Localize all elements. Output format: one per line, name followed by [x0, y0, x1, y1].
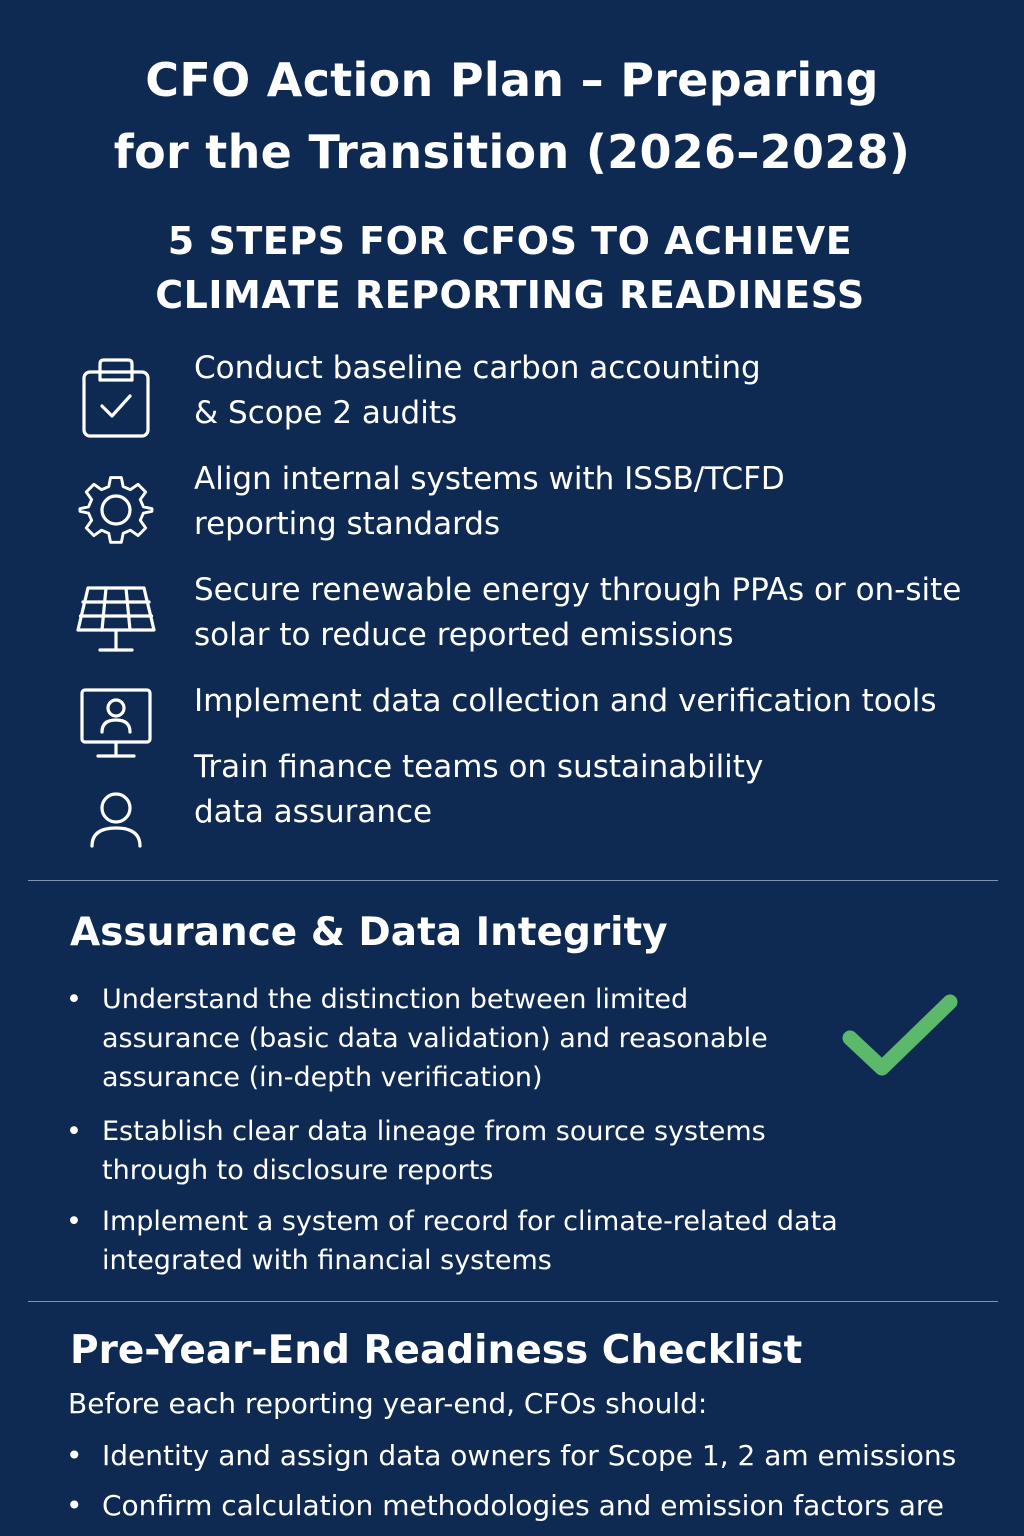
bullet-text-line: Understand the distinction between limited — [102, 984, 689, 1015]
bullet-text-line: Confirm calculation methodologies and emission factors are — [102, 1489, 945, 1522]
list-item — [66, 1486, 966, 1525]
step-text-line: & Scope 2 audits — [194, 395, 458, 431]
section-divider — [28, 1301, 998, 1302]
step-text-line: Align internal systems with ISSB/TCFD — [194, 461, 785, 497]
bullet-text-line: integrated with financial systems — [102, 1245, 552, 1276]
list-item — [66, 1436, 966, 1475]
step-text-line: solar to reduce reported emissions — [194, 617, 734, 653]
steps-heading-line-2: CLIMATE REPORTING READINESS — [155, 273, 865, 317]
bullet-text-line: Establish clear data lineage from source systems — [102, 1116, 766, 1147]
step-item — [194, 745, 1004, 835]
clipboard-check-icon — [76, 358, 156, 438]
bullet-dot: • — [66, 1206, 82, 1237]
page-title-line-2: for the Transition (2026–2028) — [113, 125, 911, 179]
bullet-text-line: Identity and assign data owners for Scope 1, 2 am emissions — [102, 1439, 957, 1472]
step-item — [194, 679, 1004, 724]
assurance-heading: Assurance & Data Integrity — [70, 910, 668, 955]
bullet-text-line: assurance (basic data validation) and reasonable — [102, 1023, 768, 1054]
solar-panel-icon — [76, 580, 156, 660]
page-title-line-1: CFO Action Plan – Preparing — [145, 53, 879, 107]
section-divider — [28, 880, 998, 881]
bullet-dot: • — [66, 1489, 83, 1522]
bullet-dot: • — [66, 1439, 83, 1472]
list-item — [66, 1202, 866, 1280]
page-title — [0, 44, 1024, 188]
list-item — [66, 980, 866, 1097]
step-text-line: Train finance teams on sustainability — [194, 749, 764, 785]
bullet-text-line: through to disclosure reports — [102, 1155, 494, 1186]
checkmark-icon — [836, 988, 966, 1088]
bullet-text-line: assurance (in-depth verification) — [102, 1062, 543, 1093]
user-icon — [76, 788, 156, 868]
checklist-heading: Pre-Year-End Readiness Checklist — [70, 1328, 803, 1373]
gear-icon — [76, 470, 156, 550]
bullet-text-line: Implement a system of record for climate-related data — [102, 1206, 838, 1237]
step-item — [194, 346, 1004, 436]
checklist-intro: Before each reporting year-end, CFOs should: — [68, 1387, 708, 1420]
step-item — [194, 568, 1004, 658]
step-text-line: data assurance — [194, 794, 433, 830]
step-text-line: Implement data collection and verification tools — [194, 683, 937, 719]
step-text-line: Secure renewable energy through PPAs or on-site — [194, 572, 962, 608]
step-text-line: reporting standards — [194, 506, 501, 542]
step-text-line: Conduct baseline carbon accounting — [194, 350, 761, 386]
steps-heading — [80, 214, 940, 322]
steps-heading-line-1: 5 STEPS FOR CFOS TO ACHIEVE — [167, 219, 853, 263]
bullet-dot: • — [66, 1116, 82, 1147]
monitor-user-icon — [76, 686, 156, 766]
list-item — [66, 1112, 866, 1190]
step-item — [194, 457, 1004, 547]
bullet-dot: • — [66, 984, 82, 1015]
